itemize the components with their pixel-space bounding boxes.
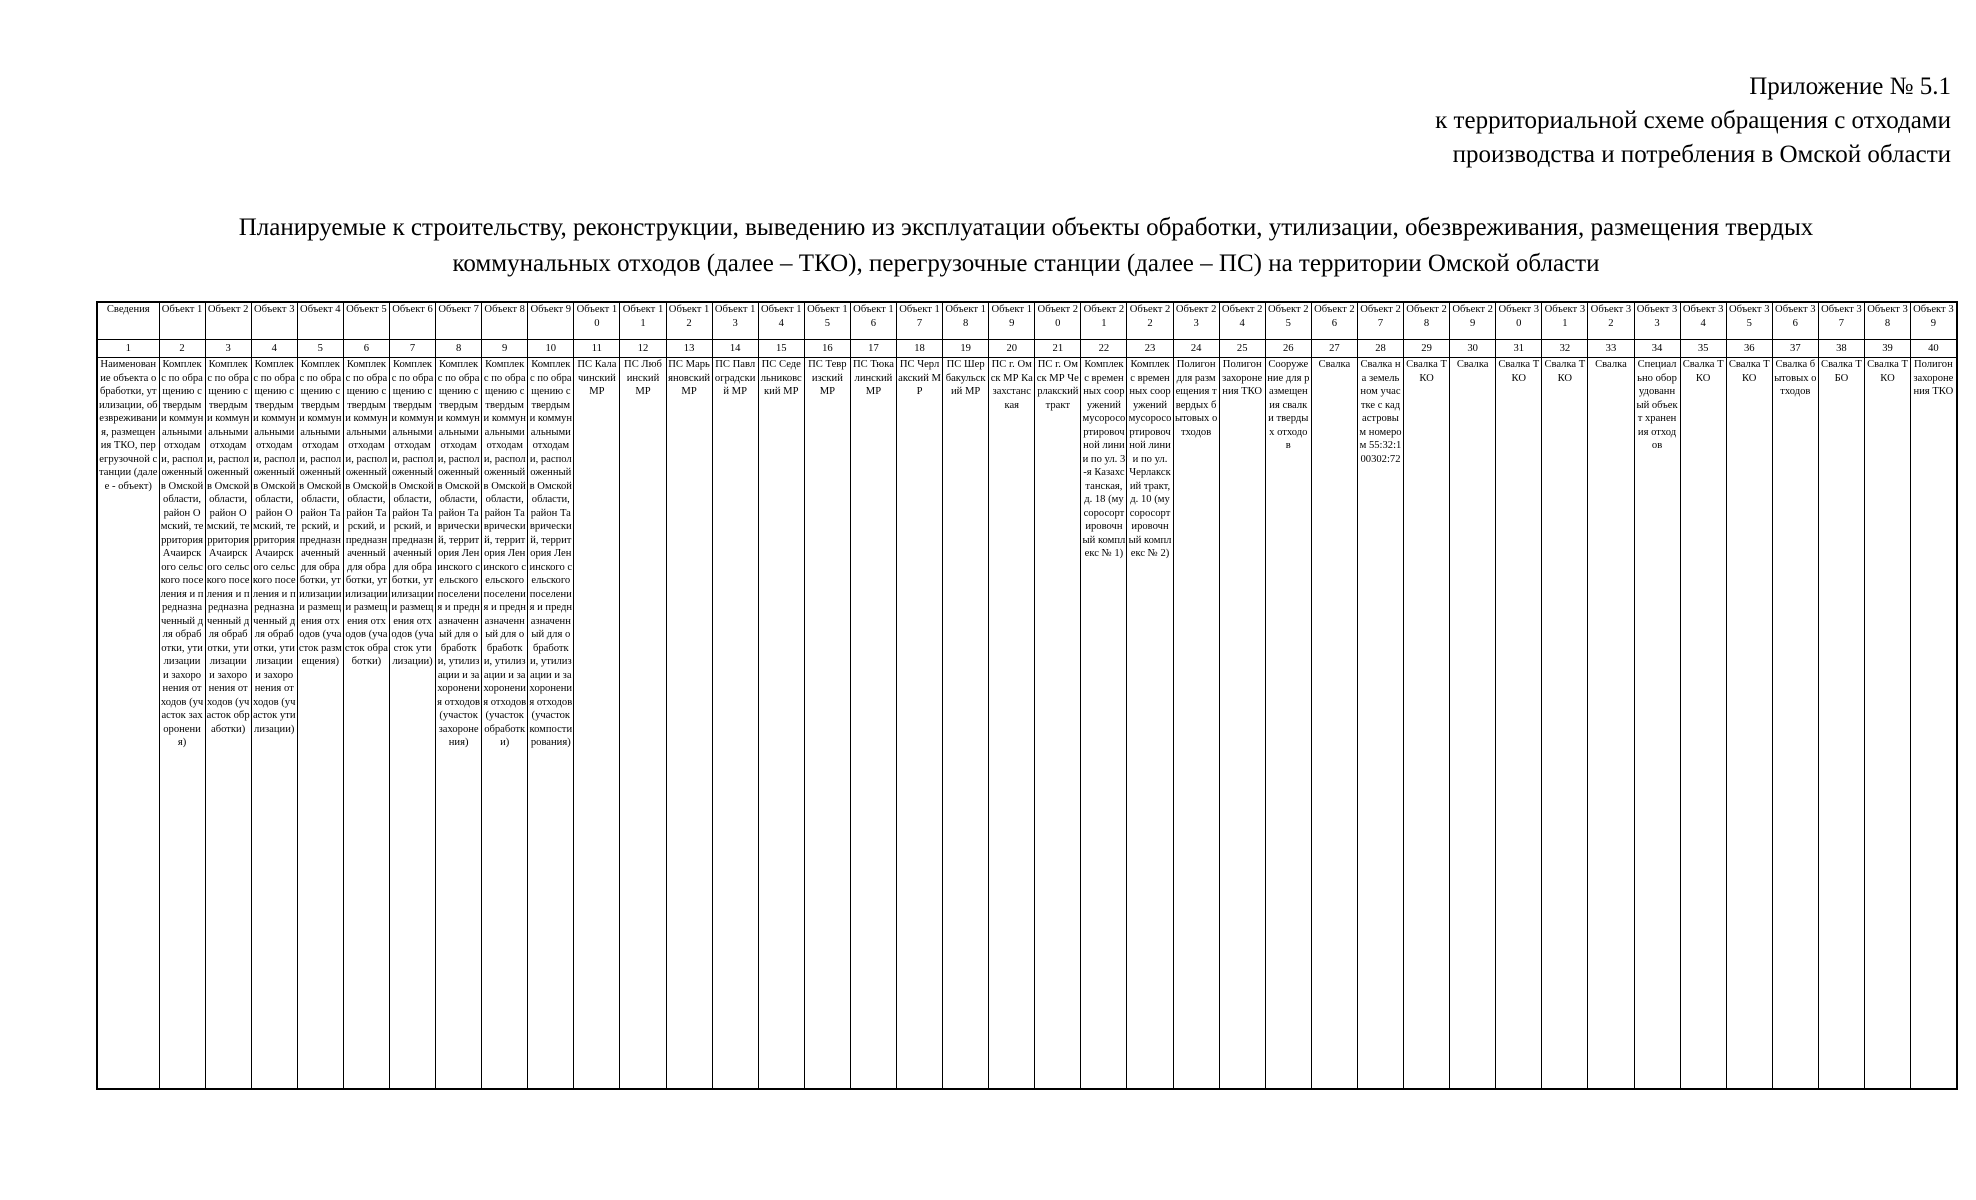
- header-cell-32: Объект 31: [1542, 302, 1588, 340]
- number-cell-32: 32: [1542, 340, 1588, 358]
- header-cell-9: Объект 8: [482, 302, 528, 340]
- number-cell-23: 23: [1127, 340, 1173, 358]
- number-cell-2: 2: [159, 340, 205, 358]
- number-cell-38: 38: [1818, 340, 1864, 358]
- header-cell-15: Объект 14: [758, 302, 804, 340]
- data-cell-29: Свалка ТКО: [1404, 358, 1450, 1090]
- number-cell-22: 22: [1081, 340, 1127, 358]
- header-cell-3: Объект 2: [205, 302, 251, 340]
- header-cell-39: Объект 38: [1864, 302, 1910, 340]
- data-cell-34: Специально оборудованный объект хранения отходов: [1634, 358, 1680, 1090]
- data-cell-32: Свалка ТКО: [1542, 358, 1588, 1090]
- data-cell-24: Полигон для размещения твердых бытовых отходов: [1173, 358, 1219, 1090]
- data-cell-5: Комплекс по обращению с твердыми коммунальными отходами, расположенный в Омской области, район Тарский, и предназначенный для обработки, утилизации и размещения отходов (участок размещения): [297, 358, 343, 1090]
- document-title: [96, 210, 1956, 282]
- number-cell-19: 19: [943, 340, 989, 358]
- data-cell-35: Свалка ТКО: [1680, 358, 1726, 1090]
- header-cell-21: Объект 20: [1035, 302, 1081, 340]
- appendix-subtitle-1: к территориальной схеме обращения с отходами: [1435, 107, 1951, 134]
- number-cell-21: 21: [1035, 340, 1081, 358]
- data-cell-22: Комплекс временных сооружений мусоросортировочной линии по ул. 3-я Казахстанская, д. 18 (мусоросортировочный комплекс № 1): [1081, 358, 1127, 1090]
- appendix-number: Приложение № 5.1: [1749, 73, 1951, 100]
- data-cell-9: Комплекс по обращению с твердыми коммунальными отходами, расположенный в Омской области, район Таврический, территория Ленинского сельского поселения и предназначенный для обработки, утилизации и захоронения отходов (участок обработки): [482, 358, 528, 1090]
- data-cell-6: Комплекс по обращению с твердыми коммунальными отходами, расположенный в Омской области, район Тарский, и предназначенный для обработки, утилизации и размещения отходов (участок обработки): [343, 358, 389, 1090]
- number-cell-29: 29: [1404, 340, 1450, 358]
- data-cell-13: ПС Марьяновский МР: [666, 358, 712, 1090]
- data-cell-7: Комплекс по обращению с твердыми коммунальными отходами, расположенный в Омской области, район Тарский, и предназначенный для обработки, утилизации и размещения отходов (участок утилизации): [389, 358, 435, 1090]
- header-cell-37: Объект 36: [1772, 302, 1818, 340]
- header-cell-19: Объект 18: [943, 302, 989, 340]
- data-cell-14: ПС Павлоградский МР: [712, 358, 758, 1090]
- header-cell-40: Объект 39: [1911, 302, 1957, 340]
- data-cell-30: Свалка: [1450, 358, 1496, 1090]
- data-cell-36: Свалка ТКО: [1726, 358, 1772, 1090]
- data-cell-15: ПС Седельниковский МР: [758, 358, 804, 1090]
- header-cell-2: Объект 1: [159, 302, 205, 340]
- number-cell-18: 18: [897, 340, 943, 358]
- header-cell-14: Объект 13: [712, 302, 758, 340]
- header-cell-29: Объект 28: [1404, 302, 1450, 340]
- data-cell-39: Свалка ТКО: [1864, 358, 1910, 1090]
- data-cell-3: Комплекс по обращению с твердыми коммунальными отходами, расположенный в Омской области, район Омский, территория Ачаирского сельского поселения и предназначенный для обработки, утилизации и захоронения отходов (участок обработки): [205, 358, 251, 1090]
- header-cell-26: Объект 25: [1265, 302, 1311, 340]
- appendix-note: [1051, 70, 1951, 172]
- data-cell-25: Полигон захоронения ТКО: [1219, 358, 1265, 1090]
- number-cell-10: 10: [528, 340, 574, 358]
- appendix-subtitle-2: производства и потребления в Омской области: [1452, 141, 1951, 168]
- header-cell-34: Объект 33: [1634, 302, 1680, 340]
- header-cell-4: Объект 3: [251, 302, 297, 340]
- header-cell-24: Объект 23: [1173, 302, 1219, 340]
- header-cell-16: Объект 15: [804, 302, 850, 340]
- number-cell-13: 13: [666, 340, 712, 358]
- number-cell-14: 14: [712, 340, 758, 358]
- number-cell-9: 9: [482, 340, 528, 358]
- table-row: [97, 358, 1957, 1090]
- number-cell-34: 34: [1634, 340, 1680, 358]
- header-cell-28: Объект 27: [1357, 302, 1403, 340]
- data-cell-4: Комплекс по обращению с твердыми коммунальными отходами, расположенный в Омской области, район Омский, территория Ачаирского сельского поселения и предназначенный для обработки, утилизации и захоронения отходов (участок утилизации): [251, 358, 297, 1090]
- data-cell-23: Комплекс временных сооружений мусоросортировочной линии по ул. Черлакский тракт, д. 10 (мусоросортировочный комплекс № 2): [1127, 358, 1173, 1090]
- data-cell-27: Свалка: [1311, 358, 1357, 1090]
- document-title-line-2: коммунальных отходов (далее – ТКО), перегрузочные станции (далее – ПС) на территории Омской области: [452, 250, 1600, 277]
- number-cell-35: 35: [1680, 340, 1726, 358]
- header-cell-31: Объект 30: [1496, 302, 1542, 340]
- number-cell-37: 37: [1772, 340, 1818, 358]
- header-cell-33: Объект 32: [1588, 302, 1634, 340]
- number-cell-20: 20: [989, 340, 1035, 358]
- header-cell-6: Объект 5: [343, 302, 389, 340]
- data-cell-21: ПС г. Омск МР Черлакский тракт: [1035, 358, 1081, 1090]
- number-cell-5: 5: [297, 340, 343, 358]
- header-cell-18: Объект 17: [897, 302, 943, 340]
- header-cell-11: Объект 10: [574, 302, 620, 340]
- number-cell-3: 3: [205, 340, 251, 358]
- number-cell-17: 17: [850, 340, 896, 358]
- number-cell-11: 11: [574, 340, 620, 358]
- data-cell-16: ПС Тевризский МР: [804, 358, 850, 1090]
- header-cell-10: Объект 9: [528, 302, 574, 340]
- data-cell-40: Полигон захоронения ТКО: [1911, 358, 1957, 1090]
- header-cell-30: Объект 29: [1450, 302, 1496, 340]
- header-cell-23: Объект 22: [1127, 302, 1173, 340]
- number-cell-15: 15: [758, 340, 804, 358]
- data-cell-11: ПС Калачинский МР: [574, 358, 620, 1090]
- header-cell-35: Объект 34: [1680, 302, 1726, 340]
- header-cell-38: Объект 37: [1818, 302, 1864, 340]
- header-cell-13: Объект 12: [666, 302, 712, 340]
- header-cell-25: Объект 24: [1219, 302, 1265, 340]
- data-cell-28: Свалка на земельном участке с кадастровым номером 55:32:100302:72: [1357, 358, 1403, 1090]
- data-cell-1: Наименование объекта обработки, утилизации, обезвреживания, размещения ТКО, перегрузочной станции (далее - объект): [97, 358, 159, 1090]
- data-cell-31: Свалка ТКО: [1496, 358, 1542, 1090]
- data-cell-20: ПС г. Омск МР Казахстанская: [989, 358, 1035, 1090]
- header-cell-17: Объект 16: [850, 302, 896, 340]
- data-cell-10: Комплекс по обращению с твердыми коммунальными отходами, расположенный в Омской области, район Таврический, территория Ленинского сельского поселения и предназначенный для обработки, утилизации и захоронения отходов (участок компостирования): [528, 358, 574, 1090]
- number-cell-8: 8: [436, 340, 482, 358]
- header-cell-5: Объект 4: [297, 302, 343, 340]
- data-cell-38: Свалка ТБО: [1818, 358, 1864, 1090]
- header-cell-7: Объект 6: [389, 302, 435, 340]
- number-cell-4: 4: [251, 340, 297, 358]
- number-cell-33: 33: [1588, 340, 1634, 358]
- header-cell-22: Объект 21: [1081, 302, 1127, 340]
- number-cell-28: 28: [1357, 340, 1403, 358]
- data-cell-8: Комплекс по обращению с твердыми коммунальными отходами, расположенный в Омской области, район Таврический, территория Ленинского сельского поселения и предназначенный для обработки, утилизации и захоронения отходов (участок захоронения): [436, 358, 482, 1090]
- number-cell-30: 30: [1450, 340, 1496, 358]
- data-cell-37: Свалка бытовых отходов: [1772, 358, 1818, 1090]
- number-cell-39: 39: [1864, 340, 1910, 358]
- number-cell-12: 12: [620, 340, 666, 358]
- header-cell-12: Объект 11: [620, 302, 666, 340]
- number-cell-7: 7: [389, 340, 435, 358]
- number-cell-16: 16: [804, 340, 850, 358]
- number-cell-24: 24: [1173, 340, 1219, 358]
- data-cell-18: ПС Черлакский МР: [897, 358, 943, 1090]
- number-cell-31: 31: [1496, 340, 1542, 358]
- header-cell-1: Сведения: [97, 302, 159, 340]
- data-cell-2: Комплекс по обращению с твердыми коммунальными отходами, расположенный в Омской области, район Омский, территория Ачаирского сельского поселения и предназначенный для обработки, утилизации и захоронения отходов (участок захоронения): [159, 358, 205, 1090]
- document-title-line-1: Планируемые к строительству, реконструкции, выведению из эксплуатации объекты обработки, утилизации, обезвреживания, размещения твердых: [238, 214, 1814, 241]
- table-header-row: [97, 302, 1957, 340]
- data-cell-19: ПС Шербакульский МР: [943, 358, 989, 1090]
- header-cell-8: Объект 7: [436, 302, 482, 340]
- number-cell-36: 36: [1726, 340, 1772, 358]
- header-cell-20: Объект 19: [989, 302, 1035, 340]
- data-cell-12: ПС Любинский МР: [620, 358, 666, 1090]
- number-cell-25: 25: [1219, 340, 1265, 358]
- data-cell-26: Сооружение для размещения свалки твердых отходов: [1265, 358, 1311, 1090]
- header-cell-36: Объект 35: [1726, 302, 1772, 340]
- number-cell-1: 1: [97, 340, 159, 358]
- number-cell-40: 40: [1911, 340, 1957, 358]
- data-cell-17: ПС Тюкалинский МР: [850, 358, 896, 1090]
- data-cell-33: Свалка: [1588, 358, 1634, 1090]
- number-cell-6: 6: [343, 340, 389, 358]
- number-cell-26: 26: [1265, 340, 1311, 358]
- header-cell-27: Объект 26: [1311, 302, 1357, 340]
- objects-table: [96, 301, 1958, 1090]
- table-numbers-row: [97, 340, 1957, 358]
- number-cell-27: 27: [1311, 340, 1357, 358]
